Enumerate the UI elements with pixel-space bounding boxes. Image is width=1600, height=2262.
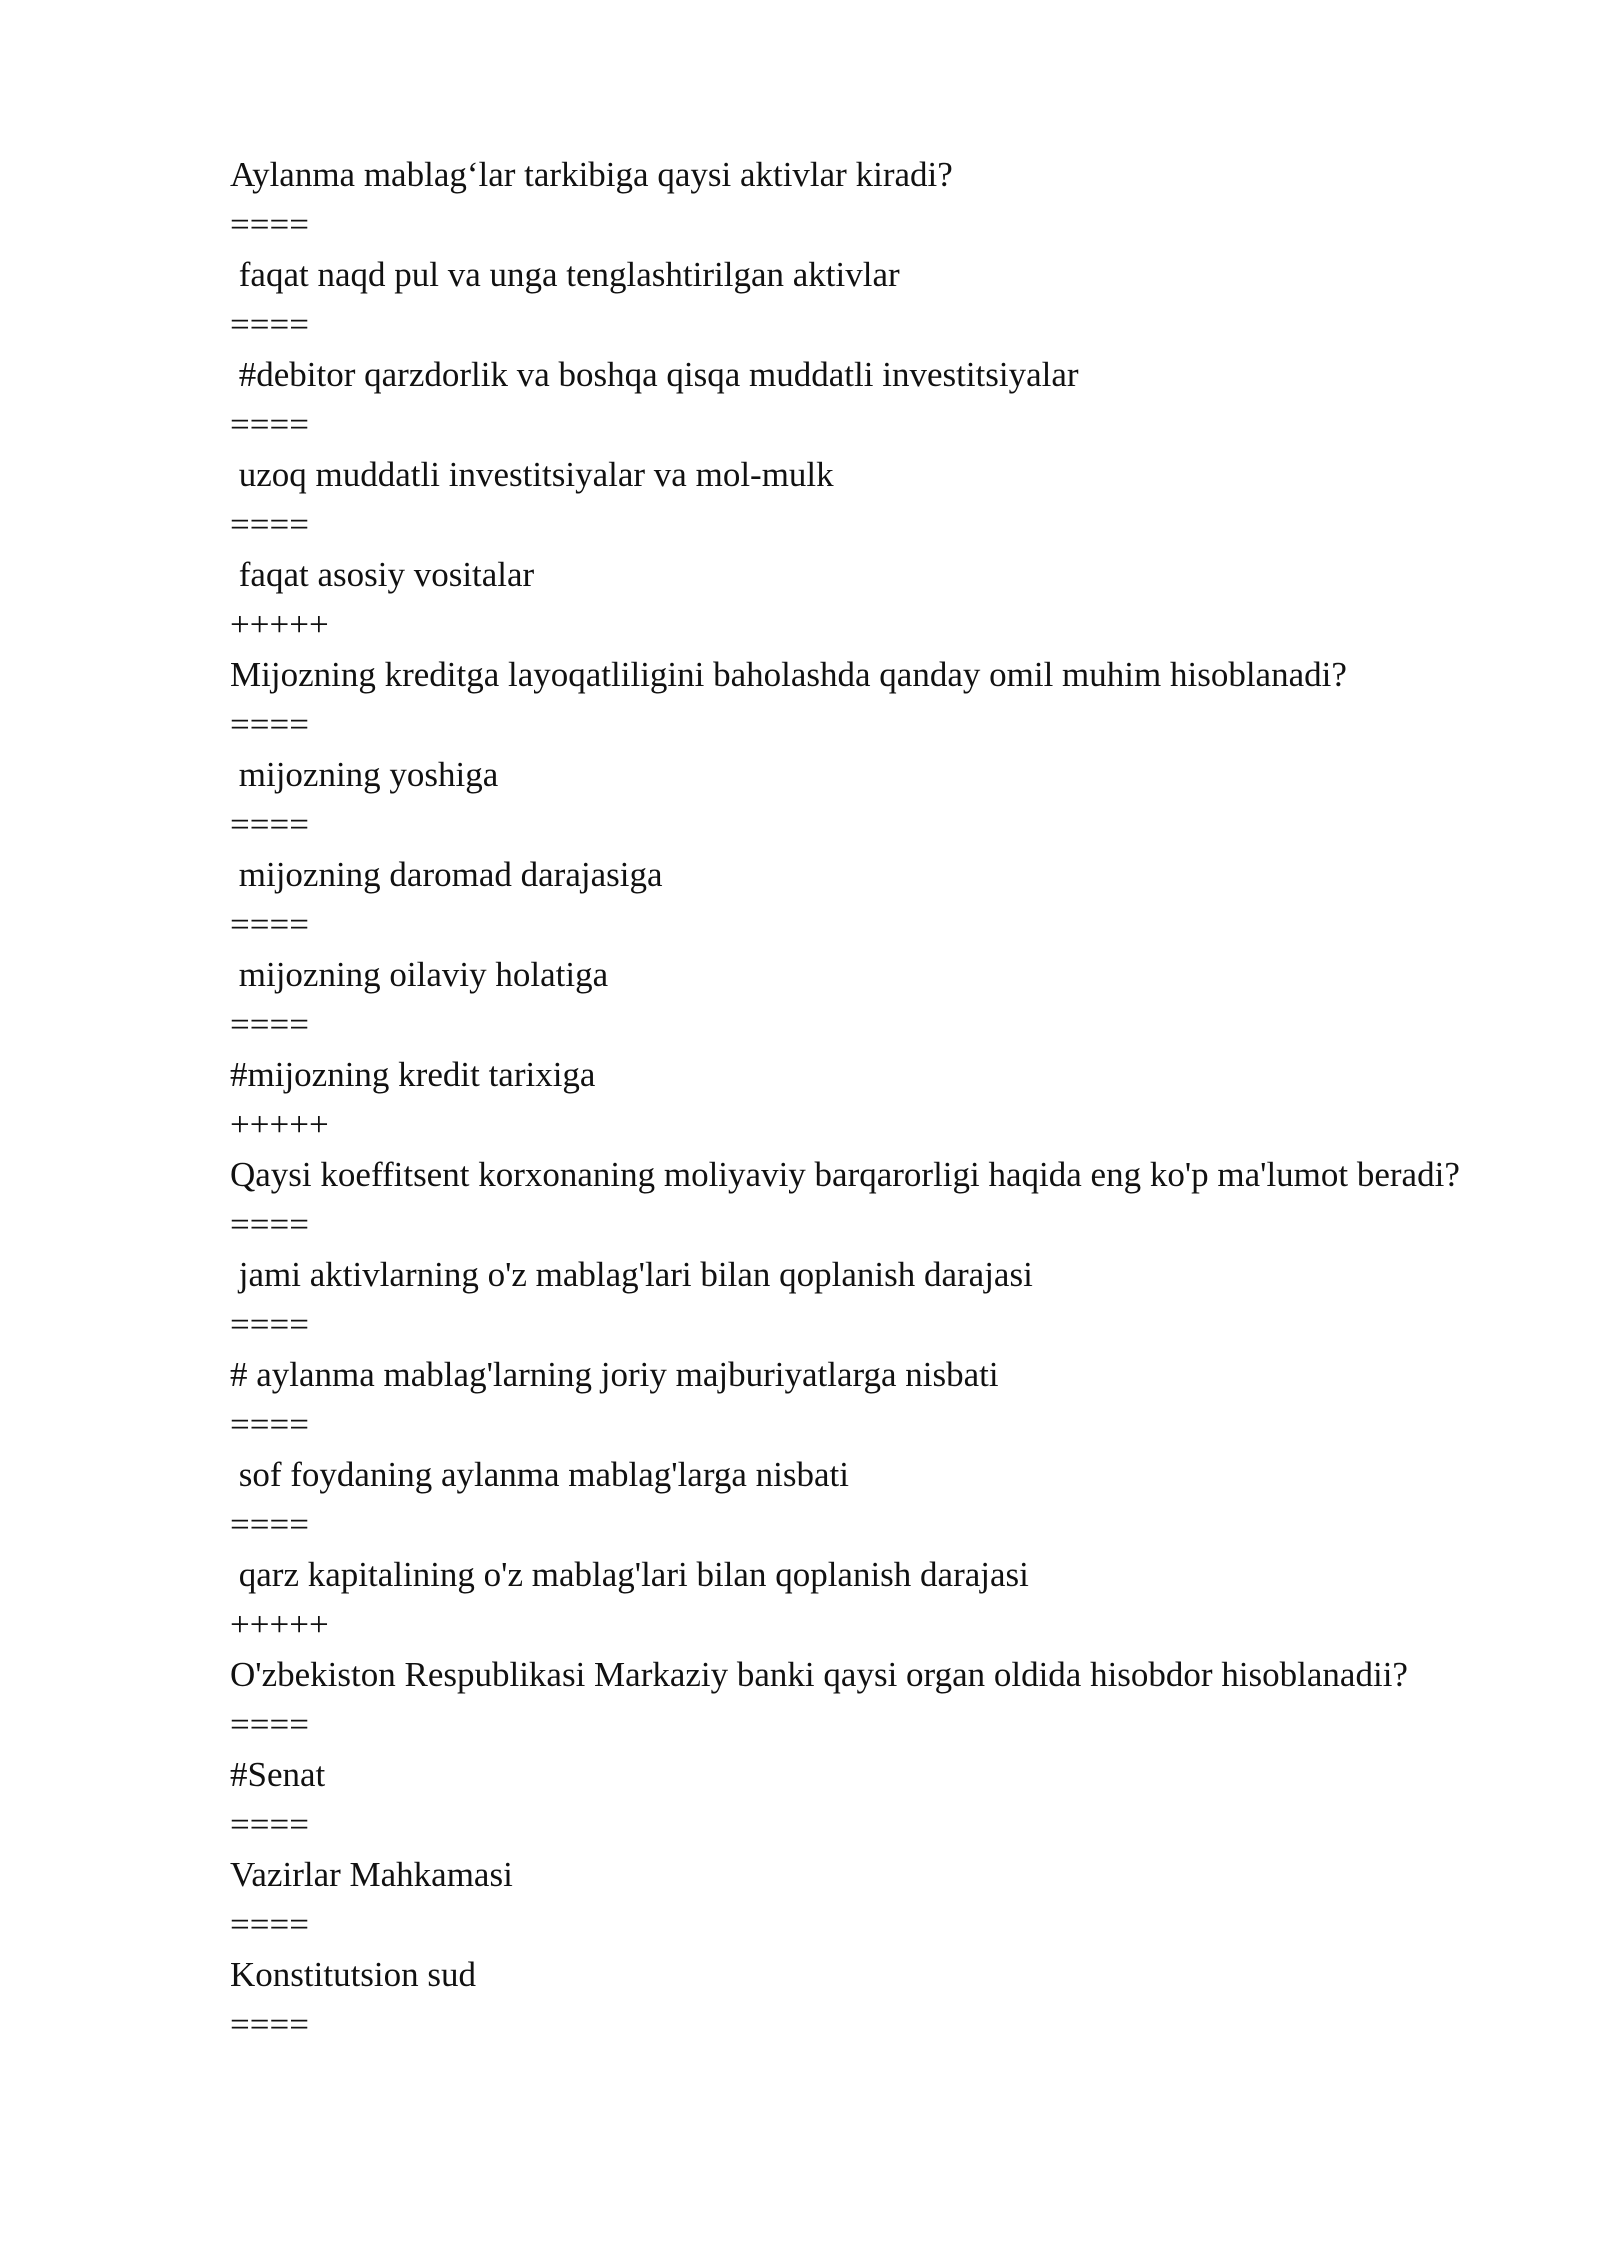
separator: ==== <box>230 705 309 744</box>
separator: ==== <box>230 1905 309 1944</box>
answer-option-correct: #Senat <box>230 1755 326 1794</box>
answer-option: mijozning daromad darajasiga <box>230 855 663 894</box>
answer-option: Vazirlar Mahkamasi <box>230 1855 513 1894</box>
separator: ==== <box>230 505 309 544</box>
answer-option: jami aktivlarning o'z mablag'lari bilan qoplanish darajasi <box>230 1255 1033 1294</box>
separator: ==== <box>230 205 309 244</box>
separator: ==== <box>230 2005 309 2044</box>
answer-option: sof foydaning aylanma mablag'larga nisbati <box>230 1455 849 1494</box>
answer-option: Konstitutsion sud <box>230 1955 477 1994</box>
question-delimiter: +++++ <box>230 605 329 644</box>
answer-option: faqat asosiy vositalar <box>230 555 535 594</box>
answer-option: mijozning yoshiga <box>230 755 499 794</box>
separator: ==== <box>230 1505 309 1544</box>
question-text: Mijozning kreditga layoqatliligini baholashda qanday omil muhim hisoblanadi? <box>230 655 1347 694</box>
answer-option: uzoq muddatli investitsiyalar va mol-mulk <box>230 455 834 494</box>
separator: ==== <box>230 405 309 444</box>
separator: ==== <box>230 305 309 344</box>
question-delimiter: +++++ <box>230 1105 329 1144</box>
answer-option: qarz kapitalining o'z mablag'lari bilan qoplanish darajasi <box>230 1555 1029 1594</box>
separator: ==== <box>230 1705 309 1744</box>
answer-option-correct: #mijozning kredit tarixiga <box>230 1055 596 1094</box>
separator: ==== <box>230 1005 309 1044</box>
question-text: O'zbekiston Respublikasi Markaziy banki qaysi organ oldida hisobdor hisoblanadii? <box>230 1655 1408 1694</box>
separator: ==== <box>230 1205 309 1244</box>
separator: ==== <box>230 1305 309 1344</box>
answer-option: mijozning oilaviy holatiga <box>230 955 609 994</box>
question-text: Qaysi koeffitsent korxonaning moliyaviy barqarorligi haqida eng ko'p ma'lumot beradi? <box>230 1155 1460 1194</box>
answer-option-correct: # aylanma mablag'larning joriy majburiyatlarga nisbati <box>230 1355 999 1394</box>
separator: ==== <box>230 905 309 944</box>
separator: ==== <box>230 1405 309 1444</box>
document-page <box>230 150 1490 2050</box>
answer-option: faqat naqd pul va unga tenglashtirilgan aktivlar <box>230 255 900 294</box>
separator: ==== <box>230 1805 309 1844</box>
question-delimiter: +++++ <box>230 1605 329 1644</box>
answer-option-correct: #debitor qarzdorlik va boshqa qisqa muddatli investitsiyalar <box>230 355 1079 394</box>
separator: ==== <box>230 805 309 844</box>
question-text: Aylanma mablag‘lar tarkibiga qaysi aktivlar kiradi? <box>230 155 953 194</box>
